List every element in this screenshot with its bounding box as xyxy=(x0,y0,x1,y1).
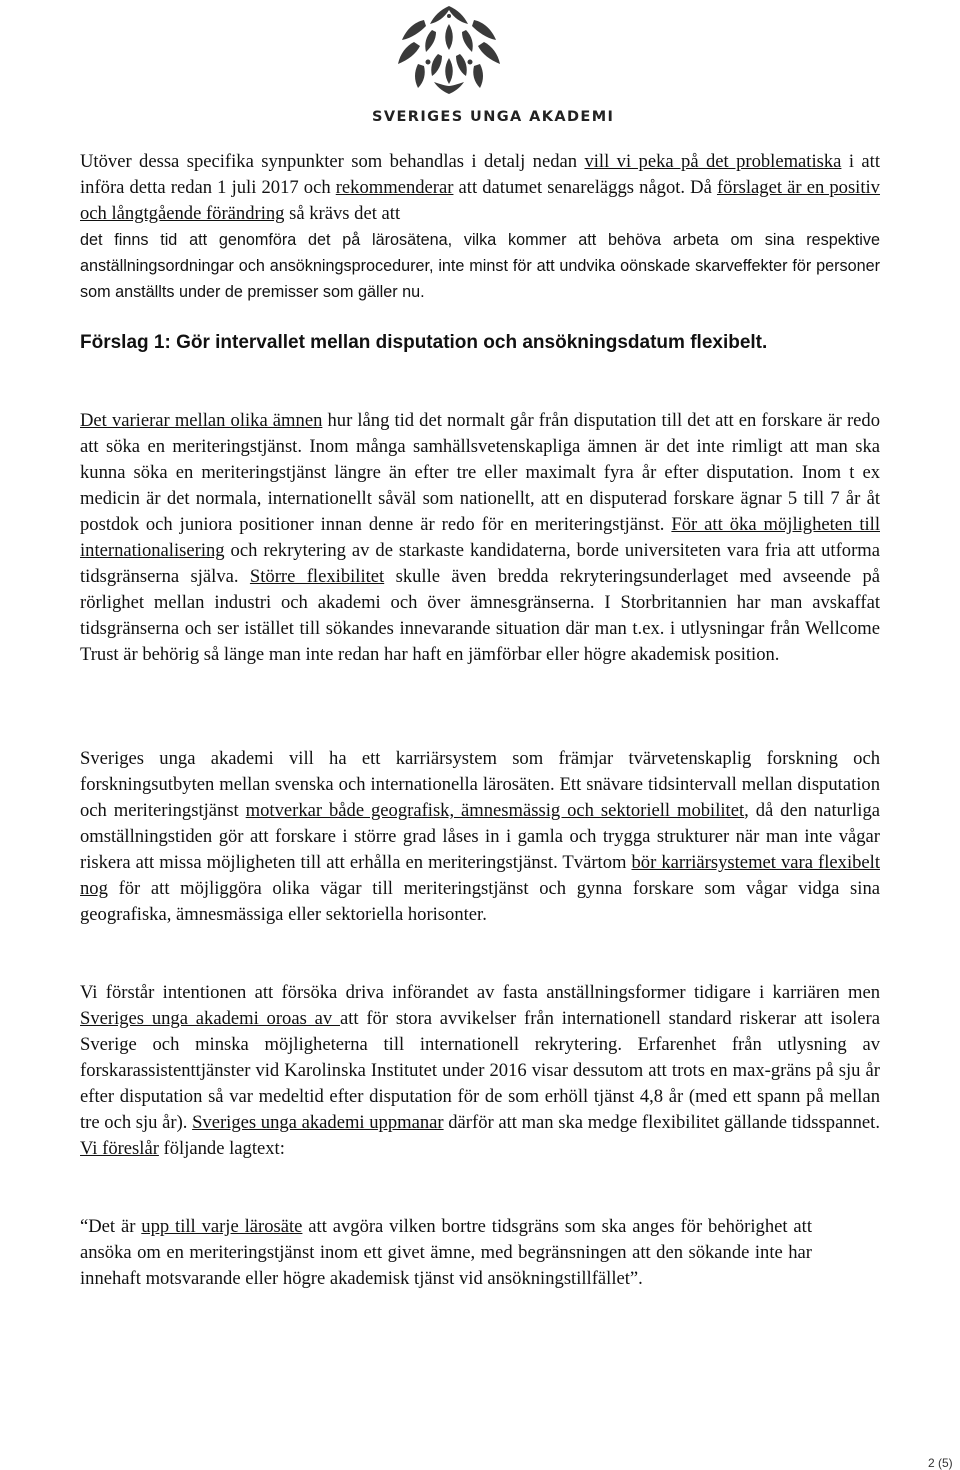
proposal-heading: Förslag 1: Gör intervallet mellan disputation och ansökningsdatum flexibelt. xyxy=(80,332,768,353)
intro-paragraph: Utöver dessa specifika synpunkter som behandlas i detalj nedan vill vi peka på det problematiska i att införa detta redan 1 juli 2017 och rekommenderar att datumet senareläggs något. Då förslaget är en positiv och långtgående förändring så krävs det att xyxy=(80,151,880,224)
page-number: 2 (5) xyxy=(928,1456,953,1470)
intro-paragraph-continued: det finns tid att genomföra det på lärosätena, vilka kommer att behöva arbeta om sina respektive anställningsordningar och ansökningsprocedurer, inte minst för att undvika oönskade skarveffekter för personer som anställts under de premisser som gäller nu. xyxy=(80,231,880,301)
body-paragraph-2: Sveriges unga akademi vill ha ett karriärsystem som främjar tvärvetenskaplig forskning och forskningsutbyten mellan svenska och internationella lärosäten. Ett snävare tidsintervall mellan disputation och meriteringstjänst motverkar både geografisk, ämnesmässig och sektoriell mobilitet, då den naturliga omställningstiden gör att forskare i större grad låses in i gamla och trygga strukturer när man inte vågar riskera att missa möjligheten till att erhålla en meriteringstjänst. Tvärtom bör karriärsystemet vara flexibelt nog för att möjliggöra olika vägar till meriteringstjänst och gynna forskare som vågar vidga sina geografiska, ämnesmässiga eller sektoriella horisonter. xyxy=(80,748,881,925)
body-paragraph-3: Vi förstår intentionen att försöka driva införandet av fasta anställningsformer tidigare i karriären men Sveriges unga akademi oroas av att för stora avvikelser från internationell standard riskerar att isolera Sverige och minska möjligheterna till internationell rekrytering. Erfarenhet från utlysning av forskarassistenttjänster vid Karolinska Institutet under 2016 visar dessutom att trots en max-gräns på sju år efter disputation så var medeltid efter disputation för de som erhöll tjänst 4,8 år (med ett spann på mellan tre och sju år). Sveriges unga akademi uppmanar därför att man ska medge flexibilitet gällande tidsspannet. Vi föreslår följande lagtext: xyxy=(80,982,880,1159)
proposed-law-quote: “Det är upp till varje lärosäte att avgöra vilken bortre tidsgräns som ska anges för behörighet att ansöka om en meriteringstjänst inom ett givet ämne, med begränsningen att den sökande inte har innehaft motsvarande eller högre akademisk tjänst vid ansökningstillfället”. xyxy=(80,1216,812,1289)
page-header xyxy=(0,0,960,135)
leaf-crown-logo-icon xyxy=(394,2,504,102)
body-paragraph-1: Det varierar mellan olika ämnen hur lång tid det normalt går från disputation till det att en forskare är redo att söka en meriteringstjänst. Inom många samhällsvetenskapliga ämnen är det inte rimligt att man ska kunna söka en meriteringstjänst längre än efter tre eller maximalt fyra år efter disputation. Inom t ex medicin är det normala, internationellt såväl som nationellt, att en disputerad forskare ägnar 5 till 7 år åt postdok och juniora positioner innan denne är redo för en meriteringstjänst. För att öka möjligheten till internationalisering och rekrytering av de starkaste kandidaterna, borde universiteten vara fria att utforma tidsgränserna själva. Större flexibilitet skulle även bredda rekryteringsunderlaget med avseende på rörlighet mellan industri och akademi och över ämnesgränserna. I Storbritannien har man avskaffat tidsgränserna och ser istället till sökandes innevarande situation där man t.ex. i utlysningar från Wellcome Trust är behörig så länge man inte redan har haft en jämförbar eller högre akademisk position. xyxy=(80,410,881,665)
organization-name: SVERIGES UNGA AKADEMI xyxy=(372,109,615,125)
